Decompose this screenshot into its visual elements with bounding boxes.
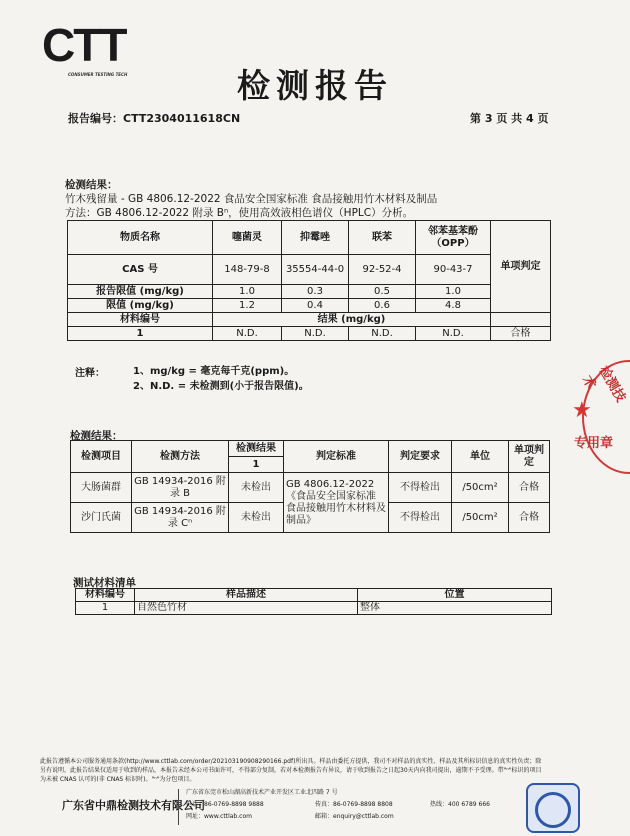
material-no-label: 材料编号: [68, 313, 213, 327]
footer-line3: 为未被 CNAS 认可的(非 CNAS 标识时)。"ⁿ"为分包项目。: [40, 776, 196, 783]
cas-4: 90-43-7: [416, 255, 491, 285]
page-title: 检测报告: [237, 66, 393, 105]
company-web: 网址：www.cttlab.com: [186, 813, 252, 820]
page-number: 第 3 页 共 4 页: [470, 112, 549, 125]
row-no: 1: [68, 327, 213, 341]
cas-1: 148-79-8: [213, 255, 282, 285]
company-tel: 电话：86-0769-8898 9888: [186, 801, 264, 808]
cas-label: CAS 号: [68, 255, 213, 285]
row1-requirement: 不得检出: [389, 473, 452, 503]
footer-line1: 此报告遵循本公司服务通用条款(http://www.cttlab.com/order/20210319090829016​6.pdf)所出具。样品由委托方提供，我司不对样品的真实性、样品及其所标识信息的真实性负责；除: [40, 758, 542, 765]
accreditation-ring-icon: [535, 792, 571, 828]
section1-line1: 竹木残留量 - GB 4806.12-2022 食品安全国家标准 食品接触用竹木材料及制品: [65, 193, 438, 205]
cas-2: 35554-44-0: [282, 255, 349, 285]
h-unit: 单位: [452, 441, 509, 473]
row2-verdict: 合格: [509, 503, 550, 533]
limit-3: 0.6: [349, 299, 416, 313]
material-row-no: 1: [76, 602, 135, 615]
h-standard: 判定标准: [284, 441, 389, 473]
substance-3: 联苯: [349, 221, 416, 255]
microbe-table: [70, 440, 550, 533]
row1-item: 大肠菌群: [71, 473, 132, 503]
header-substance: 物质名称: [68, 221, 213, 255]
section3-heading: 测试材料清单: [73, 577, 136, 589]
substance-4: 邻苯基苯酚（OPP）: [416, 221, 491, 255]
result-label: 结果 (mg/kg): [213, 313, 491, 327]
h-verdict: 单项判定: [509, 441, 550, 473]
row2-unit: /50cm²: [452, 503, 509, 533]
h-material-no: 材料编号: [76, 589, 135, 602]
h-result-no: 1: [229, 457, 284, 473]
company-email: 邮箱：enquiry@cttlab.com: [315, 813, 394, 820]
header-verdict: 单项判定: [491, 221, 551, 313]
material-table: [75, 588, 552, 615]
residue-table: [67, 220, 551, 341]
logo-text: CTT: [42, 19, 126, 71]
row2-item: 沙门氏菌: [71, 503, 132, 533]
row-verdict: 合格: [491, 327, 551, 341]
rl-4: 1.0: [416, 285, 491, 299]
footer-line2: 另有说明，此报告结果仅适用于收到的样品，本报告未经本公司书面许可，不得部分复制，若对本检测报告有异议，请于收到报告之日起30天内向我司提出，逾期不予受理。带"ⁿ"标识的项目: [40, 767, 542, 774]
logo-tagline: CONSUMER TESTING TECH: [68, 72, 128, 77]
rl-1: 1.0: [213, 285, 282, 299]
limit-4: 4.8: [416, 299, 491, 313]
section2-heading: 检测结果：: [70, 430, 123, 442]
h-item: 检测项目: [71, 441, 132, 473]
stamp-text-bottom: 专用章: [574, 436, 614, 451]
rl-2: 0.3: [282, 285, 349, 299]
row1-verdict: 合格: [509, 473, 550, 503]
result-4: N.D.: [416, 327, 491, 341]
substance-1: 噻菌灵: [213, 221, 282, 255]
section1-heading: 检测结果：: [65, 179, 118, 191]
h-desc: 样品描述: [135, 589, 358, 602]
footer-terms: [40, 757, 595, 784]
company-address: 广东省东莞市松山湖高新技术产业开发区工业北四路 7 号: [186, 789, 338, 796]
h-requirement: 判定要求: [389, 441, 452, 473]
notes-label: 注释：: [75, 368, 105, 379]
company-fax: 传真：86-0769-8898 8808: [315, 801, 393, 808]
material-row-pos: 整体: [358, 602, 552, 615]
material-row-desc: 自然色竹材: [135, 602, 358, 615]
standard-text: GB 4806.12-2022《食品安全国家标准 食品接触用竹木材料及制品》: [284, 473, 389, 533]
rl-label: 报告限值 (mg/kg): [68, 285, 213, 299]
h-result: 检测结果: [229, 441, 284, 457]
row1-unit: /50cm²: [452, 473, 509, 503]
row2-result: 未检出: [229, 503, 284, 533]
row1-method: GB 14934-2016 附录 B: [132, 473, 229, 503]
note-1: 1、mg/kg = 毫克每千克(ppm)。: [133, 366, 295, 377]
limit-2: 0.4: [282, 299, 349, 313]
limit-1: 1.2: [213, 299, 282, 313]
footer-divider: [178, 789, 179, 825]
section1-line2: 方法：GB 4806.12-2022 附录 Bⁿ，使用高效液相色谱仪（HPLC）分析。: [65, 207, 414, 219]
result-3: N.D.: [349, 327, 416, 341]
cas-3: 92-52-4: [349, 255, 416, 285]
h-position: 位置: [358, 589, 552, 602]
row2-method: GB 14934-2016 附录 Cⁿ: [132, 503, 229, 533]
company-name: 广东省中鼎检测技术有限公司: [62, 799, 205, 812]
report-number: 报告编号：CTT2304011618CN: [68, 112, 241, 125]
h-method: 检测方法: [132, 441, 229, 473]
rl-3: 0.5: [349, 285, 416, 299]
stamp-text-top: 检测技术: [579, 363, 628, 405]
stamp-star-icon: ★: [572, 398, 592, 423]
accreditation-badge-icon: [526, 783, 580, 833]
result-1: N.D.: [213, 327, 282, 341]
row1-result: 未检出: [229, 473, 284, 503]
result-2: N.D.: [282, 327, 349, 341]
limit-label: 限值 (mg/kg): [68, 299, 213, 313]
empty-cell: [491, 313, 551, 327]
substance-2: 抑霉唑: [282, 221, 349, 255]
note-2: 2、N.D. = 未检测到(小于报告限值)。: [133, 381, 309, 392]
company-hotline: 热线：400 6789 666: [430, 801, 490, 808]
row2-requirement: 不得检出: [389, 503, 452, 533]
